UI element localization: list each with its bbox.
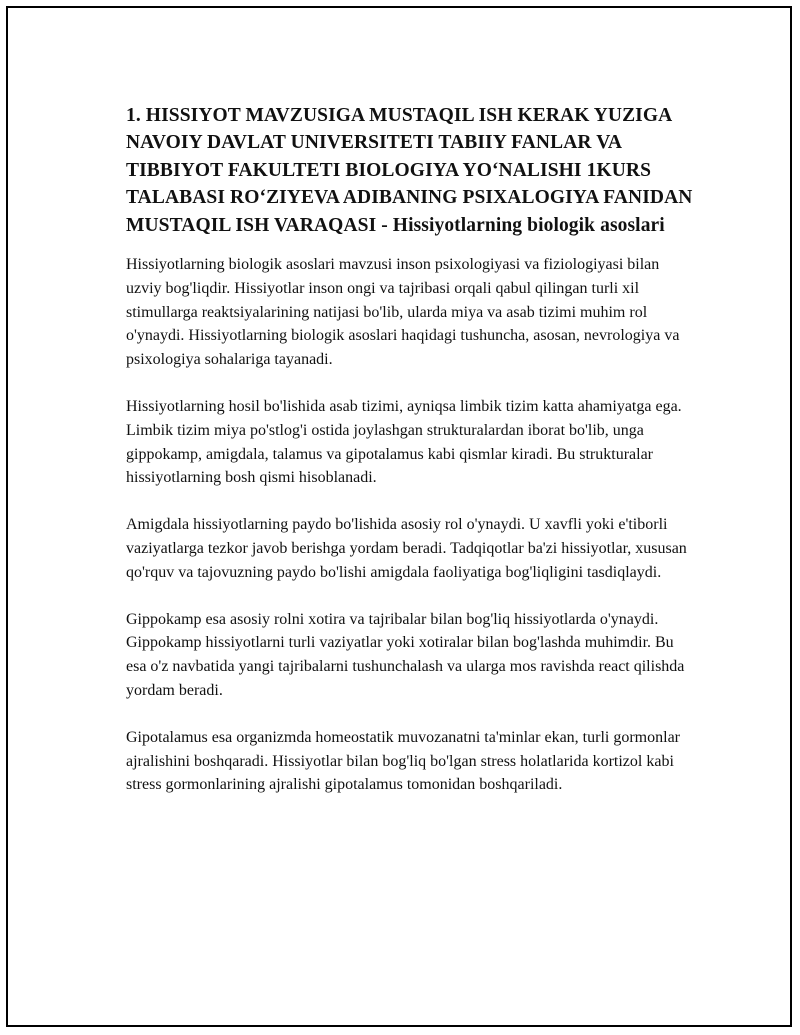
paragraph-2: Hissiyotlarning hosil bo'lishida asab tizimi, ayniqsa limbik tizim katta ahamiyatga ega. Limbik tizim miya po'stlog'i ostida joylashgan strukturalardan iborat bo'lib, unga gippokamp, amigdala, talamus va gipotalamus kabi qismlar kiradi. Bu strukturalar hissiyotlarning bosh qismi hisoblanadi.: [126, 398, 682, 487]
paragraph-1: Hissiyotlarning biologik asoslari mavzusi inson psixologiyasi va fiziologiyasi bilan uzviy bog'liqdir. Hissiyotlar inson ongi va tajribasi orqali qabul qilingan turli xil stimullarga reaktsiyalarining natijasi bo'lib, ularda miya va asab tizimi muhim rol o'ynaydi. Hissiyotlarning biologik asoslari haqidagi tushuncha, asosan, nevrologiya va psixologiya sohalariga tayanadi.: [126, 256, 680, 369]
document-body: [126, 102, 696, 820]
paragraph-4: Gippokamp esa asosiy rolni xotira va tajribalar bilan bog'liq hissiyotlarda o'ynaydi. Gippokamp hissiyotlarni turli vaziyatlar yoki xotiralar bilan bog'lashda muhimdir. Bu esa o'z navbatida yangi tajribalarni tushunchalash va ularga mos ravishda react qilishda yordam beradi.: [126, 610, 685, 699]
document-title: 1. HISSIYOT MAVZUSIGA MUSTAQIL ISH KERAK YUZIGA NAVOIY DAVLAT UNIVERSITETI TABIIY FANLAR VA TIBBIYOT FAKULTETI BIOLOGIYA YO‘NALISHI 1KURS TALABASI RO‘ZIYEVA ADIBANING PSIXALOGIYA FANIDAN MUSTAQIL ISH VARAQASI - Hissiyotlarning biologik asoslari: [126, 105, 693, 236]
paragraph-5: Gipotalamus esa organizmda homeostatik muvozanatni ta'minlar ekan, turli gormonlar ajralishini boshqaradi. Hissiyotlar bilan bog'liq bo'lgan stress holatlarida kortizol kabi stress gormonlarining ajralishi gipotalamus tomonidan boshqariladi.: [126, 728, 680, 794]
page-frame: [6, 6, 792, 1027]
paragraph-3: Amigdala hissiyotlarning paydo bo'lishida asosiy rol o'ynaydi. U xavfli yoki e'tiborli vaziyatlarga tezkor javob berishga yordam beradi. Tadqiqotlar ba'zi hissiyotlar, xususan qo'rquv va tajovuzning paydo bo'lishi amigdala faoliyatiga bog'liqligini tasdiqlaydi.: [126, 516, 687, 581]
